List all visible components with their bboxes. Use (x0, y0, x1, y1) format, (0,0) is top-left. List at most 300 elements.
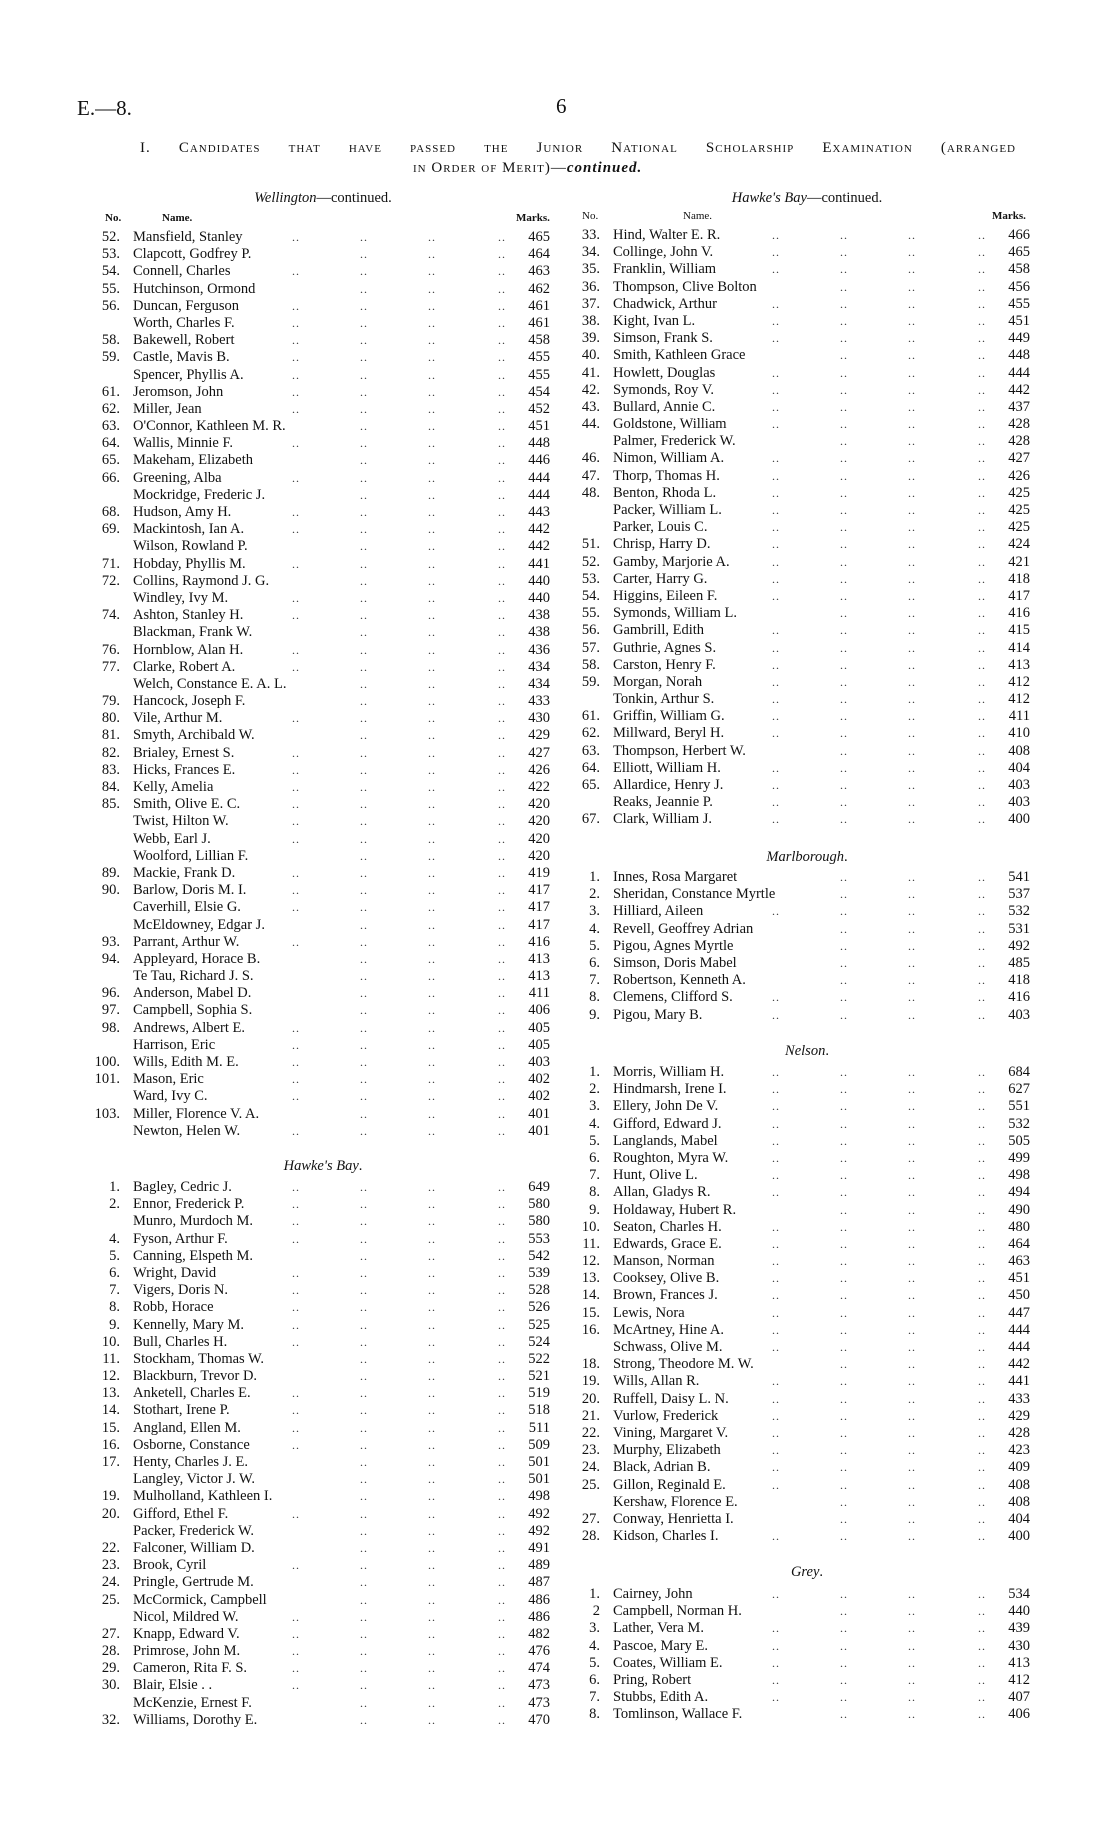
leader-dots: .. (772, 1587, 780, 1601)
leader-dots: .. (498, 1214, 506, 1229)
candidate-row (80, 1643, 550, 1660)
leader-dots: .. (428, 1472, 436, 1487)
leader-dots: .. (840, 1374, 848, 1389)
candidate-number: 46. (581, 450, 600, 467)
leader-dots: .. (428, 969, 436, 984)
leader-dots: .. (360, 573, 368, 588)
candidate-marks: 429 (1008, 1407, 1030, 1424)
candidate-name: Langlands, Mabel (613, 1132, 718, 1149)
candidate-name: Pascoe, Mary E. (613, 1637, 709, 1654)
candidate-name: Miller, Florence V. A. (133, 1105, 260, 1122)
leader-dots: .. (978, 1007, 986, 1022)
leader-dots: .. (978, 640, 986, 655)
candidate-marks: 408 (1008, 1476, 1030, 1493)
candidate-row (80, 710, 550, 727)
candidate-row (560, 1305, 1030, 1322)
leader-dots: .. (360, 986, 368, 1001)
candidate-row (80, 1317, 550, 1334)
candidate-number: 2 (592, 1603, 600, 1620)
leader-dots: .. (360, 401, 368, 416)
rows-nelson (560, 1064, 1030, 1545)
leader-dots: .. (978, 1219, 986, 1234)
leader-dots: .. (360, 333, 368, 348)
candidate-row (560, 1339, 1030, 1356)
candidate-number: 9. (589, 1006, 600, 1023)
candidate-name: Twist, Hilton W. (133, 813, 229, 830)
candidate-number: 63. (101, 418, 120, 435)
candidate-row (80, 367, 550, 384)
leader-dots: .. (360, 281, 368, 296)
candidate-row (560, 605, 1030, 622)
candidate-name: Millward, Beryl H. (613, 725, 725, 742)
candidate-row (80, 848, 550, 865)
leader-dots: .. (978, 990, 986, 1005)
candidate-number: 98. (101, 1019, 120, 1036)
candidate-row (560, 811, 1030, 828)
leader-dots: .. (498, 1609, 506, 1624)
leader-dots: .. (908, 1271, 916, 1286)
candidate-marks: 405 (528, 1036, 550, 1053)
leader-dots: .. (360, 1506, 368, 1521)
header-marks: Marks. (992, 210, 1026, 222)
leader-dots: .. (772, 692, 780, 707)
candidate-name: Gifford, Ethel F. (133, 1505, 229, 1522)
candidate-marks: 450 (1008, 1287, 1030, 1304)
leader-dots: .. (498, 762, 506, 777)
leader-dots: .. (428, 401, 436, 416)
leader-dots: .. (360, 1123, 368, 1138)
candidate-row (560, 1253, 1030, 1270)
candidate-row (560, 622, 1030, 639)
candidate-row (560, 903, 1030, 920)
candidate-name: Franklin, William (613, 261, 717, 278)
leader-dots: .. (978, 1529, 986, 1544)
leader-dots: .. (978, 1638, 986, 1653)
candidate-number: 7. (109, 1282, 120, 1299)
candidate-marks: 465 (528, 229, 550, 245)
candidate-name: Morris, William H. (613, 1064, 725, 1080)
candidate-row (80, 762, 550, 779)
candidate-name: Campbell, Norman H. (613, 1603, 742, 1620)
candidate-row (80, 1574, 550, 1591)
leader-dots: .. (978, 296, 986, 311)
leader-dots: .. (428, 1106, 436, 1121)
candidate-marks: 411 (1008, 708, 1030, 725)
leader-dots: .. (978, 921, 986, 936)
candidate-number: 52. (581, 553, 600, 570)
leader-dots: .. (908, 795, 916, 810)
candidate-number: 6. (109, 1264, 120, 1281)
leader-dots: .. (908, 1254, 916, 1269)
leader-dots: .. (428, 1420, 436, 1435)
candidate-row (560, 347, 1030, 364)
candidate-marks: 420 (528, 830, 550, 847)
column-headers-right (560, 210, 1114, 224)
leader-dots: .. (428, 1369, 436, 1384)
leader-dots: .. (978, 795, 986, 810)
leader-dots: .. (292, 1386, 300, 1401)
leader-dots: .. (498, 1180, 506, 1194)
leader-dots: .. (978, 451, 986, 466)
leader-dots: .. (498, 367, 506, 382)
leader-dots: .. (840, 1168, 848, 1183)
candidate-name: Pigou, Mary B. (613, 1006, 703, 1023)
candidate-name: Elliott, William H. (613, 759, 721, 776)
candidate-name: Innes, Rosa Margaret (613, 869, 738, 885)
candidate-marks: 444 (1008, 1321, 1030, 1338)
leader-dots: .. (292, 1334, 300, 1349)
leader-dots: .. (498, 728, 506, 743)
candidate-name: Bakewell, Robert (133, 332, 235, 349)
leader-dots: .. (428, 865, 436, 880)
leader-dots: .. (428, 694, 436, 709)
candidate-number: 4. (109, 1230, 120, 1247)
candidate-marks: 461 (528, 314, 550, 331)
candidate-row (560, 554, 1030, 571)
leader-dots: .. (360, 1180, 368, 1194)
candidate-name: Lewis, Nora (613, 1304, 685, 1321)
candidate-row (80, 1557, 550, 1574)
candidate-marks: 518 (528, 1402, 550, 1419)
candidate-number: 11. (582, 1235, 600, 1252)
candidate-name: Mockridge, Frederic J. (133, 486, 266, 503)
candidate-row (560, 1133, 1030, 1150)
candidate-row (80, 298, 550, 315)
candidate-marks: 537 (1008, 886, 1030, 903)
leader-dots: .. (498, 281, 506, 296)
leader-dots: .. (360, 865, 368, 880)
leader-dots: .. (360, 917, 368, 932)
candidate-number: 89. (101, 864, 120, 881)
candidate-name: Appleyard, Horace B. (133, 950, 261, 967)
candidate-name: Murphy, Elizabeth (613, 1442, 721, 1459)
leader-dots: .. (360, 539, 368, 554)
leader-dots: .. (498, 1420, 506, 1435)
leader-dots: .. (292, 659, 300, 674)
leader-dots: .. (908, 1477, 916, 1492)
candidate-name: Hunt, Olive L. (613, 1167, 698, 1184)
candidate-marks: 433 (528, 693, 550, 710)
candidate-name: Ruffell, Daisy L. N. (613, 1390, 729, 1407)
leader-dots: .. (840, 1511, 848, 1526)
leader-dots: .. (772, 1391, 780, 1406)
leader-dots: .. (292, 865, 300, 880)
leader-dots: .. (428, 1283, 436, 1298)
leader-dots: .. (840, 1460, 848, 1475)
candidate-name: Thorp, Thomas H. (613, 467, 720, 484)
leader-dots: .. (978, 812, 986, 827)
candidate-row (80, 401, 550, 418)
candidate-marks: 403 (1008, 794, 1030, 811)
candidate-marks: 444 (528, 469, 550, 486)
candidate-name: Castle, Mavis B. (133, 349, 230, 366)
leader-dots: .. (908, 1133, 916, 1148)
leader-dots: .. (772, 1460, 780, 1475)
candidate-number: 25. (101, 1591, 120, 1608)
candidate-name: Hancock, Joseph F. (133, 693, 246, 710)
leader-dots: .. (908, 743, 916, 758)
candidate-name: Schwass, Olive M. (613, 1339, 723, 1355)
candidate-name: Vurlow, Frederick (613, 1407, 719, 1424)
candidate-number: 23. (581, 1442, 600, 1459)
leader-dots: .. (292, 1403, 300, 1418)
candidate-number: 16. (101, 1436, 120, 1453)
leader-dots: .. (498, 1678, 506, 1693)
leader-dots: .. (908, 1202, 916, 1217)
candidate-marks: 528 (528, 1282, 550, 1299)
rows-grey (560, 1586, 1030, 1724)
leader-dots: .. (498, 1283, 506, 1298)
candidate-number: 43. (581, 398, 600, 415)
leader-dots: .. (840, 1690, 848, 1705)
leader-dots: .. (908, 1007, 916, 1022)
leader-dots: .. (360, 1609, 368, 1624)
leader-dots: .. (908, 331, 916, 346)
candidate-row (80, 1196, 550, 1213)
candidate-name: Stothart, Irene P. (133, 1402, 230, 1419)
candidate-row (80, 573, 550, 590)
candidate-name: Campbell, Sophia S. (133, 1002, 253, 1019)
leader-dots: .. (428, 986, 436, 1001)
leader-dots: .. (978, 1340, 986, 1354)
leader-dots: .. (840, 1529, 848, 1544)
candidate-row (80, 1282, 550, 1299)
candidate-row (80, 1695, 550, 1712)
leader-dots: .. (292, 1265, 300, 1280)
candidate-row (560, 760, 1030, 777)
candidate-number: 94. (101, 950, 120, 967)
leader-dots: .. (840, 1391, 848, 1406)
leader-dots: .. (978, 468, 986, 483)
candidate-marks: 501 (528, 1471, 550, 1488)
leader-dots: .. (428, 1712, 436, 1727)
leader-dots: .. (360, 1003, 368, 1018)
candidate-row (80, 1299, 550, 1316)
candidate-name: Kershaw, Florence E. (613, 1493, 738, 1510)
candidate-marks: 505 (1008, 1132, 1030, 1149)
leader-dots: .. (428, 436, 436, 451)
leader-dots: .. (978, 674, 986, 689)
leader-dots: .. (978, 887, 986, 902)
candidate-marks: 451 (1008, 1270, 1030, 1287)
candidate-number: 4. (589, 920, 600, 937)
leader-dots: .. (908, 1672, 916, 1687)
candidate-marks: 417 (528, 916, 550, 933)
leader-dots: .. (978, 1065, 986, 1079)
candidate-marks: 455 (1008, 295, 1030, 312)
candidate-marks: 421 (1008, 553, 1030, 570)
candidate-number: 42. (581, 381, 600, 398)
leader-dots: .. (360, 1489, 368, 1504)
candidate-name: Kight, Ivan L. (613, 312, 696, 329)
candidate-row (560, 1116, 1030, 1133)
candidate-marks: 474 (528, 1660, 550, 1677)
candidate-row (80, 951, 550, 968)
candidate-marks: 461 (528, 297, 550, 314)
leader-dots: .. (978, 760, 986, 775)
candidate-marks: 408 (1008, 1493, 1030, 1510)
candidate-name: Griffin, William G. (613, 708, 725, 725)
leader-dots: .. (908, 640, 916, 655)
candidate-row (80, 1523, 550, 1540)
candidate-name: Miller, Jean (133, 400, 202, 417)
title-line-2-text: in Order of Merit)— (413, 160, 567, 176)
candidate-name: Symonds, William L. (613, 605, 738, 622)
leader-dots: .. (498, 556, 506, 571)
candidate-name: Pring, Robert (613, 1671, 692, 1688)
leader-dots: .. (498, 315, 506, 330)
candidate-row (560, 1184, 1030, 1201)
candidate-row (80, 1677, 550, 1694)
leader-dots: .. (978, 1254, 986, 1269)
candidate-name: Hicks, Frances E. (133, 761, 236, 778)
candidate-name: Benton, Rhoda L. (613, 484, 717, 501)
leader-dots: .. (498, 883, 506, 898)
candidate-name: Mackintosh, Ian A. (133, 521, 245, 538)
leader-dots: .. (978, 417, 986, 432)
candidate-row (560, 416, 1030, 433)
leader-dots: .. (360, 590, 368, 605)
leader-dots: .. (772, 296, 780, 311)
candidate-name: Clarke, Robert A. (133, 658, 236, 675)
candidate-number: 51. (581, 536, 600, 553)
candidate-number: 1. (109, 1179, 120, 1195)
candidate-marks: 492 (528, 1522, 550, 1539)
leader-dots: .. (360, 1317, 368, 1332)
candidate-marks: 542 (528, 1247, 550, 1264)
leader-dots: .. (772, 537, 780, 552)
section-name: Grey (790, 1564, 820, 1580)
leader-dots: .. (772, 228, 780, 242)
leader-dots: .. (772, 1099, 780, 1114)
leader-dots: .. (978, 1185, 986, 1200)
leader-dots: .. (292, 1180, 300, 1194)
leader-dots: .. (498, 1575, 506, 1590)
candidate-marks: 414 (1008, 639, 1030, 656)
leader-dots: .. (978, 1150, 986, 1165)
candidate-marks: 423 (1008, 1442, 1030, 1459)
leader-dots: .. (978, 365, 986, 380)
candidate-number: 7. (589, 972, 600, 989)
leader-dots: .. (498, 453, 506, 468)
candidate-number: 103. (94, 1105, 120, 1122)
candidate-name: Blackman, Frank W. (133, 624, 253, 641)
leader-dots: .. (428, 1020, 436, 1035)
candidate-number: 27. (581, 1510, 600, 1527)
candidate-row (560, 519, 1030, 536)
candidate-name: Anderson, Mabel D. (133, 985, 252, 1002)
candidate-row (560, 227, 1030, 244)
leader-dots: .. (772, 1374, 780, 1389)
leader-dots: .. (908, 674, 916, 689)
leader-dots: .. (498, 1055, 506, 1069)
candidate-name: Blair, Elsie . . (133, 1677, 213, 1694)
leader-dots: .. (840, 726, 848, 741)
leader-dots: .. (428, 762, 436, 777)
candidate-marks: 532 (1008, 1115, 1030, 1132)
candidate-number: 37. (581, 295, 600, 312)
candidate-row (80, 1488, 550, 1505)
leader-dots: .. (840, 812, 848, 827)
leader-dots: .. (772, 588, 780, 603)
candidate-marks: 428 (1008, 416, 1030, 433)
leader-dots: .. (428, 1403, 436, 1418)
leader-dots: .. (498, 1712, 506, 1727)
candidate-row (80, 813, 550, 830)
leader-dots: .. (498, 1334, 506, 1349)
candidate-number: 53. (581, 570, 600, 587)
leader-dots: .. (908, 623, 916, 638)
leader-dots: .. (360, 1283, 368, 1298)
leader-dots: .. (292, 1055, 300, 1069)
leader-dots: .. (772, 1443, 780, 1458)
candidate-name: Worth, Charles F. (133, 314, 235, 331)
section-name: Hawke's Bay (283, 1158, 359, 1174)
candidate-name: Cameron, Rita F. S. (133, 1660, 248, 1677)
leader-dots: .. (840, 1672, 848, 1687)
leader-dots: .. (978, 1236, 986, 1251)
candidate-marks: 498 (528, 1488, 550, 1505)
candidate-name: Tonkin, Arthur S. (613, 691, 715, 708)
candidate-marks: 440 (1008, 1603, 1030, 1620)
candidate-row (560, 1586, 1030, 1603)
candidate-name: Smith, Kathleen Grace (613, 347, 746, 364)
leader-dots: .. (360, 642, 368, 657)
leader-dots: .. (360, 676, 368, 691)
leader-dots: .. (498, 625, 506, 640)
candidate-marks: 521 (528, 1368, 550, 1385)
leader-dots: .. (840, 1271, 848, 1286)
leader-dots: .. (292, 1437, 300, 1452)
candidate-marks: 442 (528, 538, 550, 555)
candidate-marks: 430 (1008, 1637, 1030, 1654)
leader-dots: .. (840, 921, 848, 936)
leader-dots: .. (772, 623, 780, 638)
leader-dots: .. (908, 1357, 916, 1372)
leader-dots: .. (978, 657, 986, 672)
candidate-name: Vigers, Doris N. (133, 1282, 228, 1299)
leader-dots: .. (428, 1437, 436, 1452)
leader-dots: .. (978, 348, 986, 363)
leader-dots: .. (428, 590, 436, 605)
candidate-name: Carston, Henry F. (613, 656, 716, 673)
candidate-row (560, 1511, 1030, 1528)
candidate-row (560, 399, 1030, 416)
leader-dots: .. (292, 1661, 300, 1676)
candidate-row (560, 921, 1030, 938)
leader-dots: .. (840, 657, 848, 672)
candidate-name: Andrews, Albert E. (133, 1019, 245, 1036)
candidate-marks: 501 (528, 1454, 550, 1470)
candidate-row (560, 244, 1030, 261)
candidate-number: 10. (581, 1218, 600, 1235)
leader-dots: .. (360, 745, 368, 760)
leader-dots: .. (428, 1626, 436, 1641)
leader-dots: .. (360, 1626, 368, 1641)
candidate-number: 71. (101, 555, 120, 572)
candidate-marks: 455 (528, 349, 550, 366)
candidate-row (80, 1002, 550, 1019)
leader-dots: .. (498, 934, 506, 949)
leader-dots: .. (428, 522, 436, 537)
candidate-number: 52. (101, 229, 120, 245)
leader-dots: .. (908, 228, 916, 242)
leader-dots: .. (498, 1626, 506, 1641)
leader-dots: .. (840, 938, 848, 953)
leader-dots: .. (360, 814, 368, 829)
candidate-name: Stockham, Thomas W. (133, 1350, 265, 1367)
leader-dots: .. (360, 900, 368, 915)
